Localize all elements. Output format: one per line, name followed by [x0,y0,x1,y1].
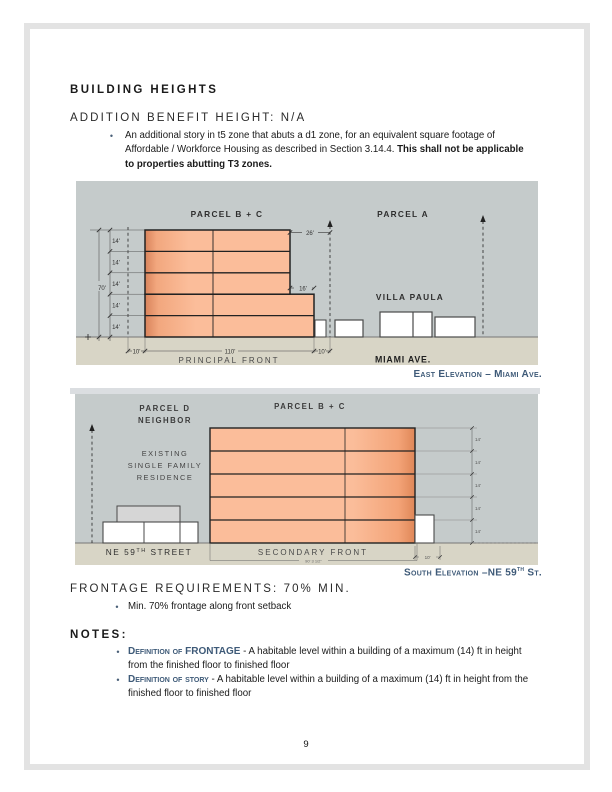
east-elevation-diagram [76,181,538,365]
dim-14ft: 14' [475,437,481,442]
dim-10ft-right: 10' [318,349,326,356]
note-story-body: - A habitable level within a building of a maximum (14) ft in height from the finished floor to finished floor [128,674,529,700]
note-frontage [108,645,532,674]
dim-110ft: 110' [224,349,236,356]
dim-14ft: 14' [475,529,481,534]
east-elevation-caption: East Elevation – Miami Ave. [413,369,542,380]
dim-14ft: 14' [112,303,120,310]
street-label-pre: NE 59 [105,547,137,557]
dim-70ft: 70' [98,286,106,292]
dim-14ft: 14' [112,325,120,331]
note-story-lead: Definition of story [128,674,209,685]
single-family-label: SINGLE FAMILY [127,461,203,470]
bullet-icon: • [109,131,114,141]
dim-16ft: 16' [299,286,307,293]
page-number: 9 [303,739,309,750]
ne-59th-street-label [106,547,192,557]
addition-bullet [98,129,530,172]
note-frontage-text [128,645,532,674]
dim-14ft: 14' [475,506,481,511]
building-annex [415,515,434,543]
parcel-d-label: PARCEL D [139,404,191,413]
secondary-front-label: SECONDARY FRONT [257,548,369,557]
note-frontage-body: - A habitable level within a building of a maximum (14) ft in height from the finished floor to finished floor [128,646,522,672]
dim-10ft-left: 10' [132,349,141,356]
dim-14ft: 14' [475,483,481,488]
bullet-icon: • [116,675,120,685]
dim-26ft: 26' [306,230,314,237]
parcel-bc-label: PARCEL B + C [190,209,264,219]
note-story [108,673,532,702]
miami-ave-label: MIAMI AVE. [375,354,431,365]
south-elevation-caption [404,566,542,578]
parcel-a-label: PARCEL A [377,209,429,219]
street-label-post: STREET [146,547,193,557]
frontage-bullet-text: Min. 70% frontage along front setback [128,601,292,612]
neighbor-label: NEIGHBOR [137,416,193,425]
caption-pre: South Elevation –NE 59 [403,567,518,579]
dim-90ft: 90' 3 1/2" [305,558,322,564]
villa-paula-label: VILLA PAULA [375,292,445,302]
street-label-sup: TH [136,548,147,555]
addition-bullet-text [125,129,530,172]
addition-benefit-heading: ADDITION BENEFIT HEIGHT: N/A [70,112,307,124]
dim-14ft: 14' [112,260,120,267]
caption-post: St. [524,567,542,579]
bullet-icon: • [115,602,119,612]
page-title: BUILDING HEIGHTS [70,84,219,96]
existing-label: EXISTING [141,449,189,458]
note-frontage-lead: Definition of FRONTAGE [128,646,241,657]
parcel-bc-building [210,428,415,543]
parcel-bc-building [145,230,314,337]
note-story-text [128,673,532,702]
frontage-bullet [106,600,536,614]
frontage-heading: FRONTAGE REQUIREMENTS: 70% MIN. [70,583,351,595]
dim-14ft: 14' [112,239,120,245]
building-annex [315,320,326,337]
parcel-bc-label: PARCEL B + C [274,402,346,411]
residence-label: RESIDENCE [136,473,194,482]
principal-front-label: PRINCIPAL FRONT [178,356,280,365]
notes-heading: NOTES: [70,629,128,641]
dim-14ft: 14' [112,282,120,288]
dim-14ft: 14' [475,460,481,465]
addition-bullet-bold: This shall not be applicable to properties abutting T3 zones. [125,144,524,170]
dim-10ft: 10' [424,555,431,560]
bullet-icon: • [116,647,120,657]
addition-bullet-normal: An additional story in t5 zone that abuts a d1 zone, for an equivalent square footage of Affordable / Workforce Housing as described in Section 3.14.4. [125,130,495,156]
caption-sup: th [517,566,525,573]
south-elevation-diagram [75,394,538,565]
